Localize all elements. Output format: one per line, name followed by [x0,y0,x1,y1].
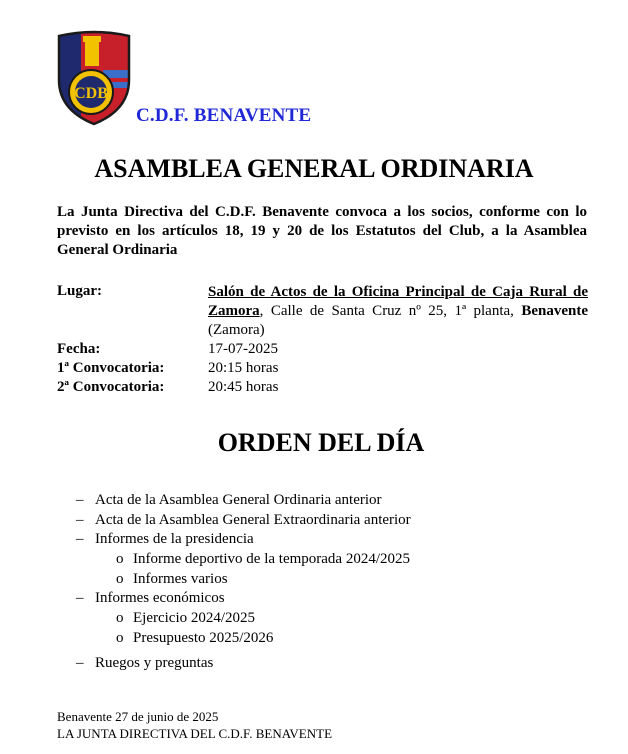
lugar-label: Lugar: [57,283,102,299]
dash-bullet: – [76,531,84,547]
footer-signature: LA JUNTA DIRECTIVA DEL C.D.F. BENAVENTE [57,726,333,741]
agenda-subitem: o Presupuesto 2025/2026 [116,630,274,646]
crest-letters: CDB [74,85,108,102]
agenda-item: – Ruegos y preguntas [76,655,214,671]
conv2-label: 2ª Convocatoria: [57,379,165,395]
agenda-subitem: o Informe deportivo de la temporada 2024/2025 [116,551,411,567]
circle-bullet: o [116,551,124,567]
circle-bullet: o [116,571,124,587]
circle-bullet: o [116,610,124,626]
club-name: C.D.F. BENAVENTE [136,105,312,126]
dash-bullet: – [76,492,84,508]
lugar-address: , Calle de Santa Cruz nº 25, 1ª planta, [259,303,522,319]
fecha-label: Fecha: [57,341,101,357]
lugar-town: Benavente [521,303,588,319]
dash-bullet: – [76,512,84,528]
agenda-item: – Informes de la presidencia [76,531,254,547]
fecha-value: 17-07-2025 [208,341,278,357]
agenda-item: – Acta de la Asamblea General Ordinaria anterior [76,492,382,508]
agenda-item: – Acta de la Asamblea General Extraordinaria anterior [76,512,411,528]
club-crest-logo [55,30,133,126]
page-title: ASAMBLEA GENERAL ORDINARIA [94,154,534,183]
lugar-venue: Salón de Actos de la Oficina Principal de Caja Rural de Zamora [208,284,588,319]
dash-bullet: – [76,590,84,606]
conv2-value: 20:45 horas [208,379,279,395]
circle-bullet: o [116,630,124,646]
crest-tower [85,40,99,66]
conv1-value: 20:15 horas [208,360,279,376]
footer-place-date: Benavente 27 de junio de 2025 [57,709,219,724]
agenda-title: ORDEN DEL DÍA [217,428,425,457]
conv1-label: 1ª Convocatoria: [57,360,165,376]
agenda-item: – Informes económicos [76,590,225,606]
lugar-value [208,283,588,340]
agenda-subitem: o Ejercicio 2024/2025 [116,610,256,626]
agenda-subitem: o Informes varios [116,571,228,587]
intro-paragraph: La Junta Directiva del C.D.F. Benavente convoca a los socios, conforme con lo previsto en los artículos 18, 19 y 20 de los Estatutos del Club, a la Asamblea General Ordinaria [57,204,587,258]
dash-bullet: – [76,655,84,671]
lugar-province: (Zamora) [208,322,265,338]
